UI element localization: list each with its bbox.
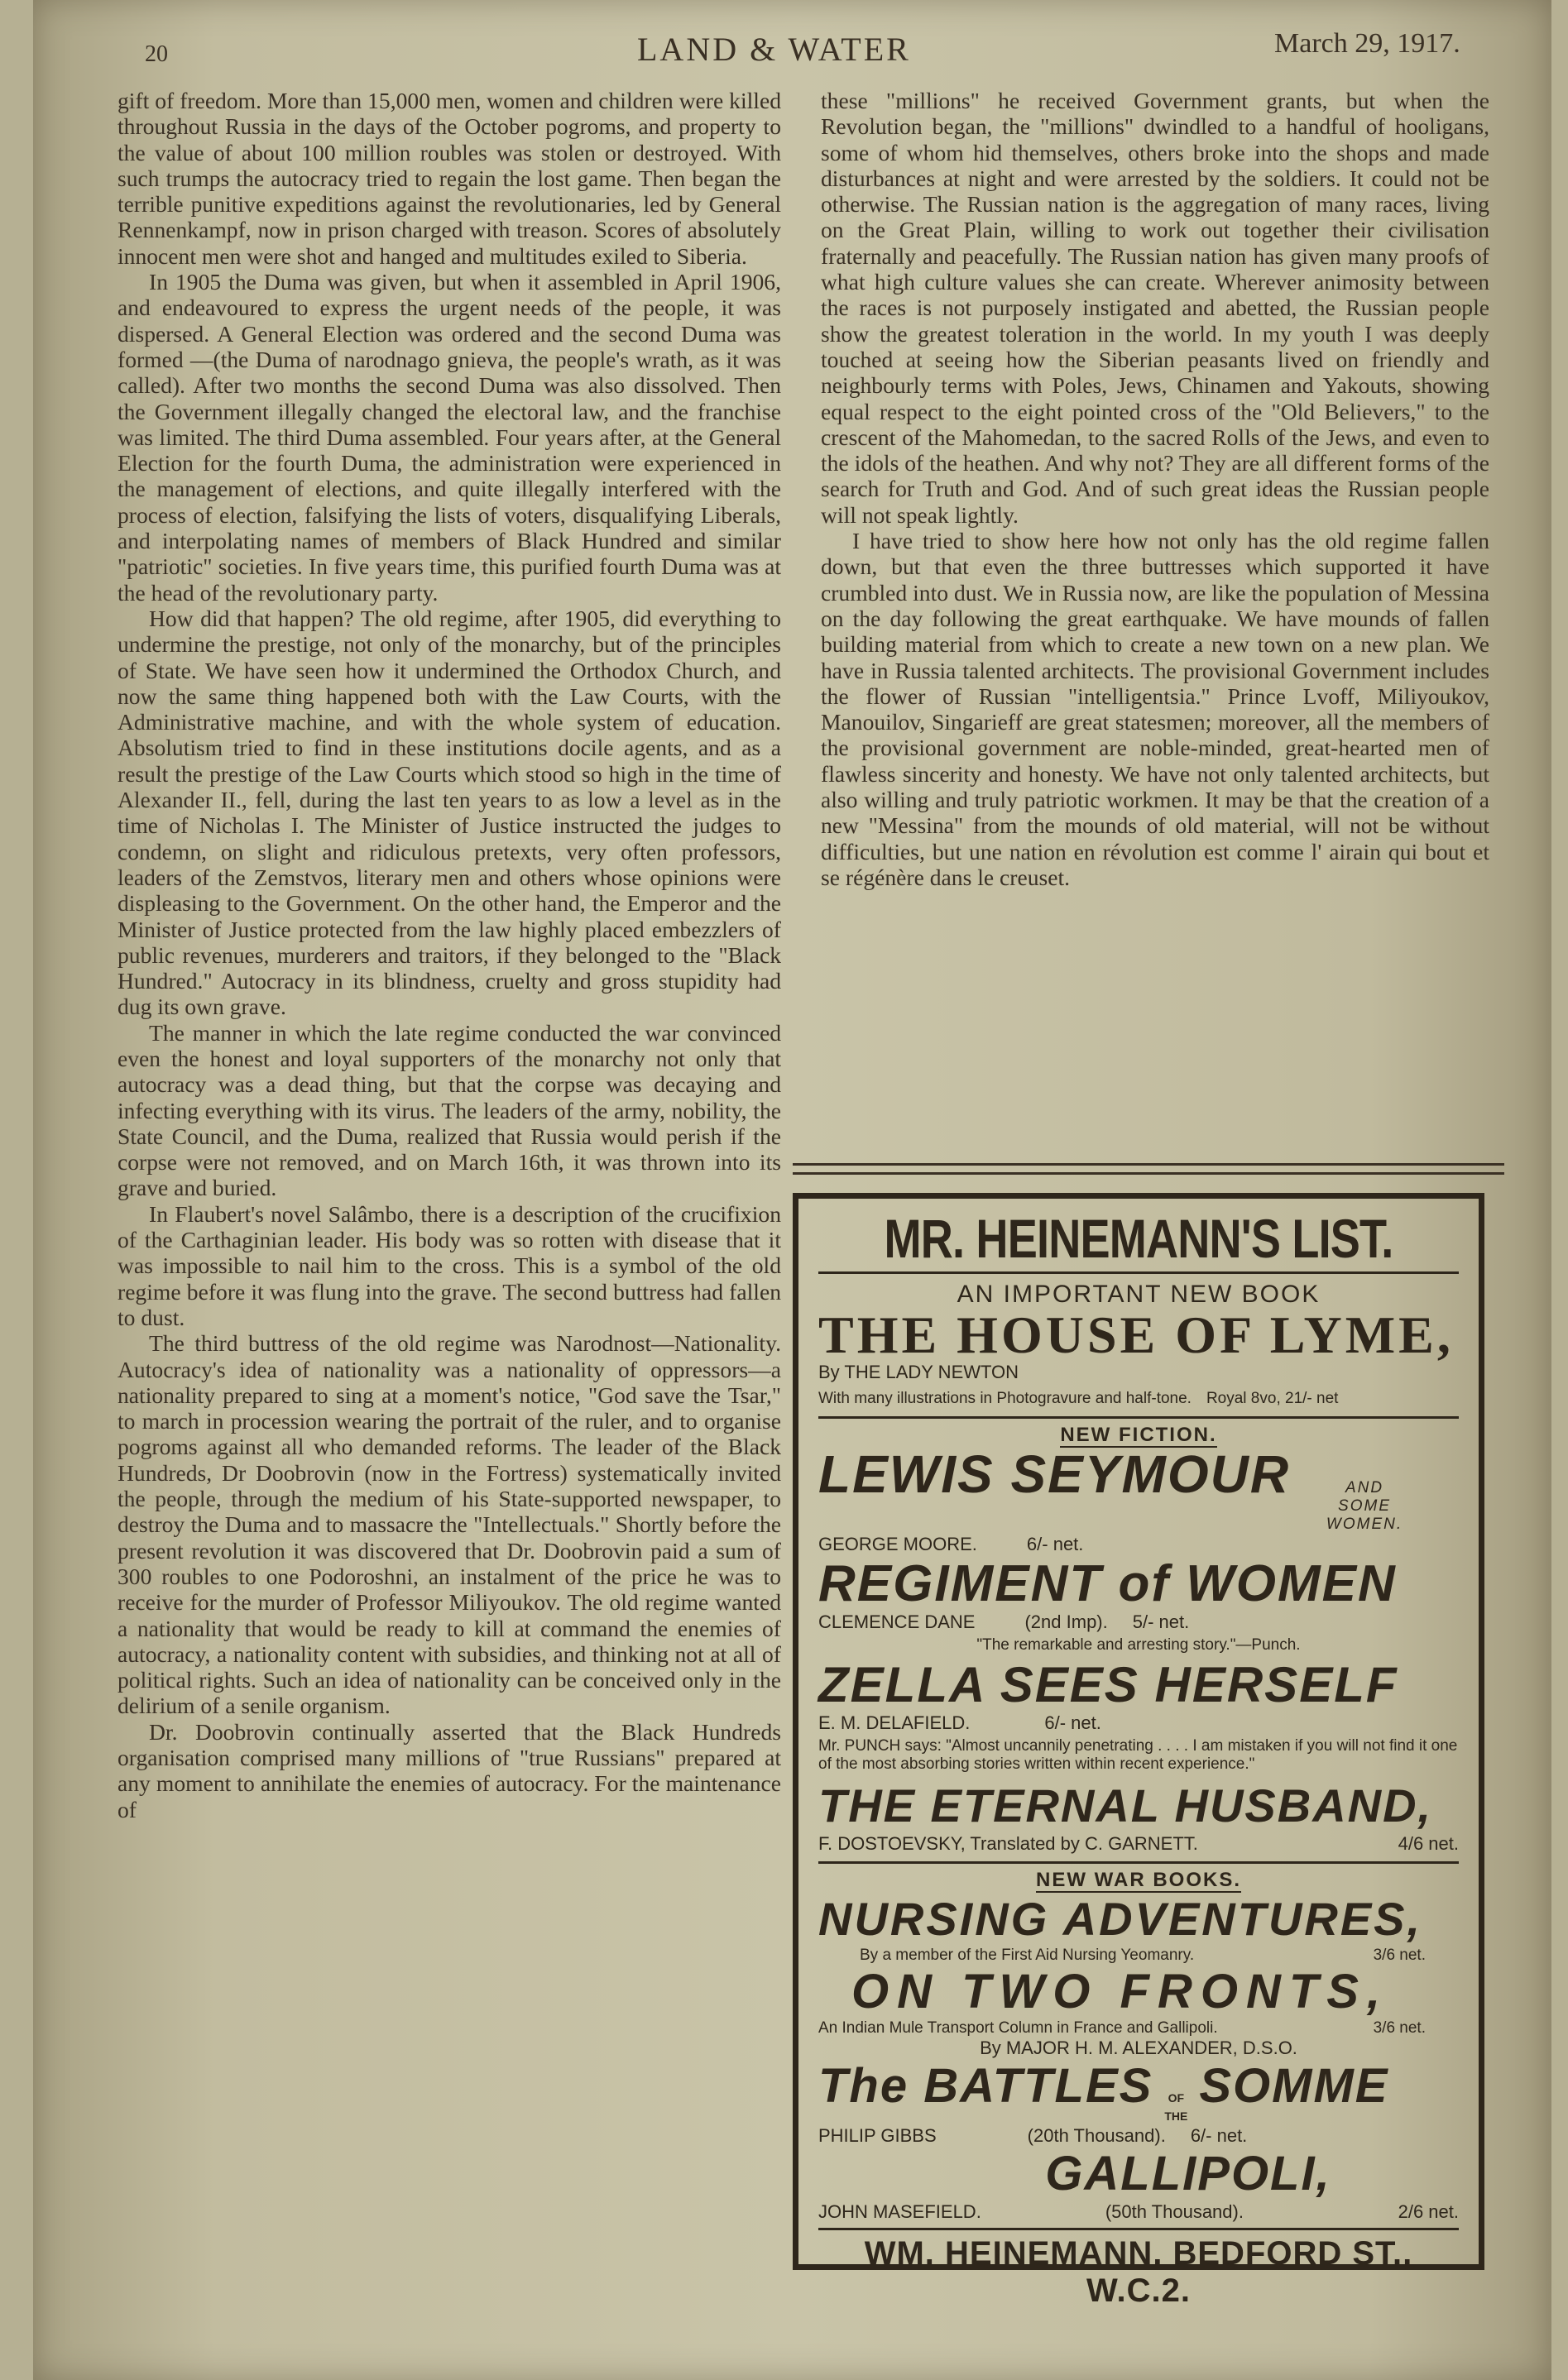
paragraph: The manner in which the late regime conducted the war convinced even the honest and loyal supporters of the monarchy not only that autocracy was a dead thing, but that the corpse was decaying and infecting everything with its virus. The leaders of the army, nobility, the State Council, and the Duma, realized that Russia would perish if the corpse were not removed, and on March 16th, it was thrown into its grave and buried. [117,1019,781,1201]
paragraph: I have tried to show here how not only has the old regime fallen down, but that even the three buttresses which supported it have crumbled into dust. We in Russia now, are like the population of Messina on the day following the great earthquake. We have mounds of fallen building material from which to create a new town on a new plan. We have in Russia talented architects. The provisional Government includes the flower of Russian "intelligentsia." Prince Lvoff, Miliyoukov, Manouilov, Singarieff are great statesmen; moreover, all the members of the provisional government are noble-minded, great-hearted men of flawless sincerity and honesty. We have not only talented architects, but also willing and truly patriotic workmen. It may be that the creation of a new "Messina" from the mounds of old material, will not be without difficulties, but une nation en révolution est comme l' airain qui bout et se régénère dans le creuset. [821,528,1489,890]
book-author: By MAJOR H. M. ALEXANDER, D.S.O. [980,2038,1297,2058]
heinemann-advertisement [793,1193,1484,2309]
book-entry [818,1444,1459,1534]
lead-book-details-row [818,1390,1459,1408]
book-title-aside: AND SOME WOMEN. [1326,1479,1403,1533]
fiction-section-label: NEW FICTION. [1060,1424,1217,1446]
book-price: 6/- net. [1026,1534,1084,1554]
publisher-address: WM. HEINEMANN, BEDFORD ST., W.C.2. [864,2235,1413,2309]
book-author: GEORGE MOORE. [818,1534,977,1554]
book-price: 5/- net. [1132,1611,1190,1632]
book-review-quote: Mr. PUNCH says: "Almost uncannily penetrating . . . . I am mistaken if you will not find it one of the most absorbing stories written within recent experience." [818,1737,1458,1773]
ad-rule [818,2228,1459,2230]
book-title: ZELLA SEES HERSELF [818,1657,1398,1712]
book-title: REGIMENT of WOMEN [818,1555,1397,1612]
book-meta [818,2125,1459,2147]
book-review-quote: "The remarkable and arresting story."—Punch. [976,1636,1301,1654]
paragraph: How did that happen? The old regime, after 1905, did everything to undermine the prestige, not only of the monarchy, but of the principles of State. We have seen how it undermined the Orthodox Church, and now the same thing happened both with the Law Courts, with the Administrative machine, and with the whole system of education. Absolutism tried to find in these institutions docile agents, and as a result the prestige of the Law Courts which stood so high in the time of Alexander II., fell, during the last ten years to as low a level as in the time of Nicholas I. The Minister of Justice instructed the judges to condemn, on slight and ridiculous pretexts, very often professors, leaders of the Zemstvos, literary men and others whose opinions were displeasing to the Government. On the other hand, the Emperor and the Minister of Justice protected from the law highly placed embezzlers of public revenues, murderers and traitors, if they belonged to the "Black Hundred." Autocracy in its blindness, cruelty and gross stupidity had dug its own grave. [117,605,781,1020]
war-books-section-label: NEW WAR BOOKS. [1036,1869,1241,1891]
book-title: LEWIS SEYMOUR [818,1444,1291,1504]
paragraph: In Flaubert's novel Salâmbo, there is a description of the crucifixion of the Carthaginian leader. His body was so rotten with disease that it was impossible to nail him to the cross. This is a symbol of the old regime before it was flung into the grave. The second buttress had fallen to dust. [117,1200,781,1330]
book-price: 4/6 net. [1398,1833,1459,1854]
book-entry [818,2059,1459,2125]
book-title: ON TWO FRONTS, [851,1965,1389,2018]
ad-rule [818,1416,1459,1419]
masthead: LAND & WATER [637,31,911,68]
lead-book-author: By THE LADY NEWTON [818,1362,1019,1382]
section-divider [793,1163,1504,1175]
ad-rule [818,1861,1459,1864]
ad-heading: MR. HEINEMANN'S LIST. [884,1208,1393,1269]
article-left-column [117,88,781,2272]
book-meta [818,1833,1459,1855]
book-byline: By a member of the First Aid Nursing Yeomanry. [860,1947,1195,1964]
article-right-column [821,88,1489,1122]
book-price: 3/6 net. [1373,1947,1426,1964]
book-title-part: SOMME [1199,2059,1389,2113]
book-edition: (2nd Imp). [1024,1611,1108,1632]
issue-date: March 29, 1917. [1274,28,1460,59]
book-author: E. M. DELAFIELD. [818,1712,971,1733]
lead-book-price: Royal 8vo, 21/- net [1206,1390,1339,1407]
paragraph: In 1905 the Duma was given, but when it assembled in April 1906, and endeavoured to express the urgent needs of the people, it was dispersed. A General Election was ordered and the second Duma was formed —(the Duma of narodnago gnieva, the people's wrath, as it was called). After two months the second Duma was also dissolved. Then the Government illegally changed the electoral law, and the franchise was limited. The third Duma assembled. Four years after, at the General Election for the fourth Duma, the administration were experienced in the management of elections, and quite illegally interfered with the process of election, falsifying the lists of voters, disqualifying Liberals, and interpolating names of members of Black Hundred and similar "patriotic" societies. In five years time, this purified fourth Duma was at the head of the revolutionary party. [117,269,781,606]
book-title-of-the: OF THE [1164,2091,1188,2123]
page-number: 20 [145,41,168,67]
book-meta [818,2201,1459,2223]
book-title-part: The BATTLES [818,2059,1153,2113]
book-edition: (20th Thousand). [1027,2125,1166,2146]
book-meta [818,1947,1459,1965]
page-header [0,23,1568,73]
book-meta [818,2019,1459,2038]
book-author: PHILIP GIBBS [818,2125,937,2146]
book-author: F. DOSTOEVSKY, Translated by C. GARNETT. [818,1833,1198,1854]
book-byline: An Indian Mule Transport Column in France and Gallipoli. [818,2019,1218,2037]
book-edition: (50th Thousand). [1105,2201,1244,2222]
book-price: 3/6 net. [1373,2019,1426,2037]
lead-book-details: With many illustrations in Photogravure and half-tone. [818,1390,1192,1407]
ad-rule [818,1271,1459,1274]
paragraph: these "millions" he received Government grants, but when the Revolution began, the "millions" dwindled to a handful of hooligans, some of whom hid themselves, others broke into the shops and made disturbances at night and were arrested by the soldiers. It could not be otherwise. The Russian nation is the aggregation of many races, living on the Great Plain, willing to work out together their civilisation fraternally and peacefully. The Russian nation has given many proofs of what high culture values she can create. Wherever animosity between the races is not purposely instigated and abetted, the Russian people show the greatest toleration in the world. In my youth I was deeply touched at seeing how the Siberian peasants lived on friendly and neighbourly terms with Poles, Jews, Chinamen and Yakouts, showing equal respect to the eight pointed cross of the "Old Believers," to the crescent of the Mahomedan, to the sacred Rolls of the Jews, and even to the idols of the heathen. And why not? They are all different forms of the search for Truth and God. And of such great ideas the Russian people will not speak lightly. [821,88,1489,528]
paragraph: Dr. Doobrovin continually asserted that the Black Hundreds organisation comprised many millions of "true Russians" prepared at any moment to annihilate the enemies of autocracy. For the maintenance of [117,1718,781,1822]
book-price: 2/6 net. [1398,2201,1459,2222]
book-author: CLEMENCE DANE [818,1611,976,1632]
book-meta [818,1611,1459,1633]
book-meta [818,1534,1459,1555]
book-author: JOHN MASEFIELD. [818,2201,981,2222]
book-price: 6/- net. [1044,1712,1101,1733]
book-title: THE ETERNAL HUSBAND, [818,1779,1433,1832]
book-price: 6/- net. [1190,2125,1248,2146]
book-title: GALLIPOLI, [1045,2147,1331,2200]
ad-kicker: AN IMPORTANT NEW BOOK [957,1281,1321,1308]
paragraph: gift of freedom. More than 15,000 men, women and children were killed throughout Russia in the days of the October pogroms, and property to the value of about 100 million roubles was stolen or destroyed. With such trumps the autocracy tried to regain the lost game. Then began the terrible punitive expeditions against the revolutionaries, led by General Rennenkampf, now in prison charged with treason. Scores of absolutely innocent men were shot and hanged and multitudes exiled to Siberia. [117,88,781,269]
book-title: NURSING ADVENTURES, [818,1893,1423,1945]
book-meta [818,1712,1459,1734]
lead-book-title: THE HOUSE OF LYME, [818,1305,1454,1364]
paragraph: The third buttress of the old regime was Narodnost—Nationality. Autocracy's idea of nationality was a nationality of oppressors—a nationality prepared to sing at a moment's notice, "God save the Tsar," to march in procession wearing the portrait of the ruler, and to organise pogroms against all who demanded reforms. The leader of the Black Hundreds, Dr Doobrovin (now in the Fortress) systematically invited the people, through the medium of his State-supported newspaper, to destroy the Duma and to massacre the "Intellectuals." Shortly before the present revolution it was discovered that Dr. Doobrovin paid a sum of 300 roubles to one Podoroshni, an instalment of the price he was to receive for the murder of Professor Miliyoukov. The old regime wanted a nationality that would be ready to kill at command the enemies of autocracy, a nationality content with subsidies, and thinking not at all of political rights. Such an idea of nationality can be conceived only in the delirium of a senile organism. [117,1330,781,1719]
